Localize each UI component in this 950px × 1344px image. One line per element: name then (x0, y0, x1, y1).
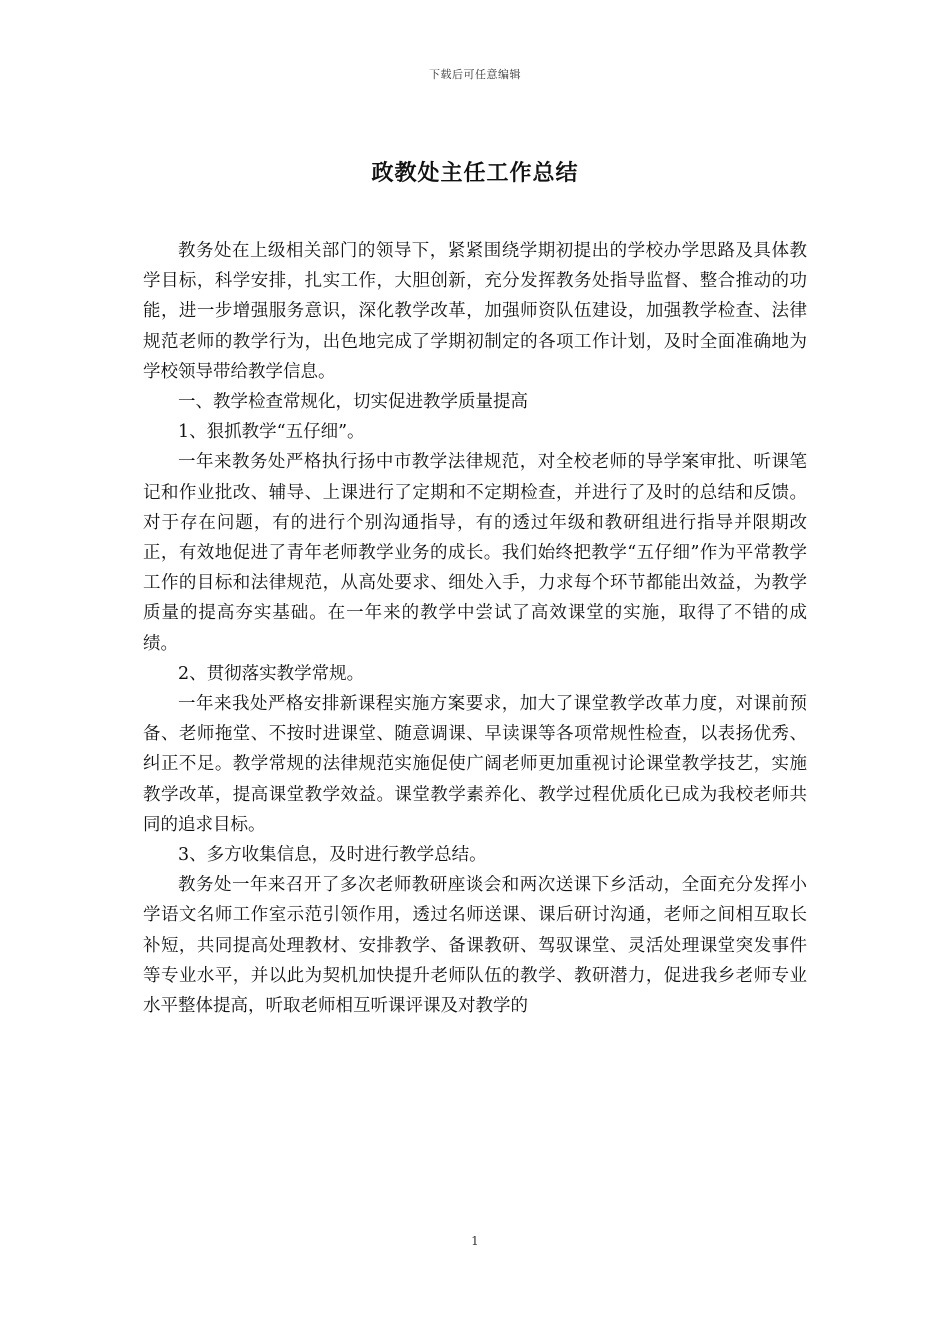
section-heading-1: 一、教学检查常规化，切实促进教学质量提高 (178, 392, 528, 413)
paragraph-intro: 教务处在上级相关部门的领导下，紧紧围绕学期初提出的学校办学思路及具体教学目标，科学安排，扎实工作，大胆创新，充分发挥教务处指导监督、整合推动的功能，进一步增强服务意识，深化教学改革，加强师资队伍建设，加强教学检查、法律规范老师的教学行为，出色地完成了学期初制定的各项工作计划，及时全面准确地为学校领导带给教学信息。 (143, 241, 807, 382)
page-number: 1 (471, 1234, 479, 1248)
subheading-1: 1、狠抓教学“五仔细”。 (178, 422, 365, 443)
subheading-2: 2、贯彻落实教学常规。 (178, 663, 365, 684)
page-header: 下载后可任意编辑 (429, 68, 521, 81)
paragraph-1: 一年来教务处严格执行扬中市教学法律规范，对全校老师的导学案审批、听课笔记和作业批改、辅导、上课进行了定期和不定期检查，并进行了及时的总结和反馈。对于存在问题，有的进行个别沟通指导，有的透过年级和教研组进行指导并限期改正，有效地促进了青年老师教学业务的成长。我们始终把教学“五仔细”作为平常教学工作的目标和法律规范，从高处要求、细处入手，力求每个环节都能出效益，为教学质量的提高夯实基础。在一年来的教学中尝试了高效课堂的实施，取得了不错的成绩。 (143, 452, 807, 654)
paragraph-2: 一年来我处严格安排新课程实施方案要求，加大了课堂教学改革力度，对课前预备、老师拖堂、不按时进课堂、随意调课、早读课等各项常规性检查，以表扬优秀、纠正不足。教学常规的法律规范实施促使广阔老师更加重视讨论课堂教学技艺，实施教学改革，提高课堂教学效益。课堂教学素养化、教学过程优质化已成为我校老师共同的追求目标。 (143, 694, 807, 835)
document-body (143, 236, 807, 1021)
paragraph-3: 教务处一年来召开了多次老师教研座谈会和两次送课下乡活动，全面充分发挥小学语文名师工作室示范引领作用，透过名师送课、课后研讨沟通，老师之间相互取长补短，共同提高处理教材、安排教学、备课教研、驾驭课堂、灵活处理课堂突发事件等专业水平，并以此为契机加快提升老师队伍的教学、教研潜力，促进我乡老师专业水平整体提高，听取老师相互听课评课及对教学的 (143, 875, 807, 1017)
document-title: 政教处主任工作总结 (371, 160, 579, 186)
subheading-3: 3、多方收集信息，及时进行教学总结。 (178, 845, 487, 866)
